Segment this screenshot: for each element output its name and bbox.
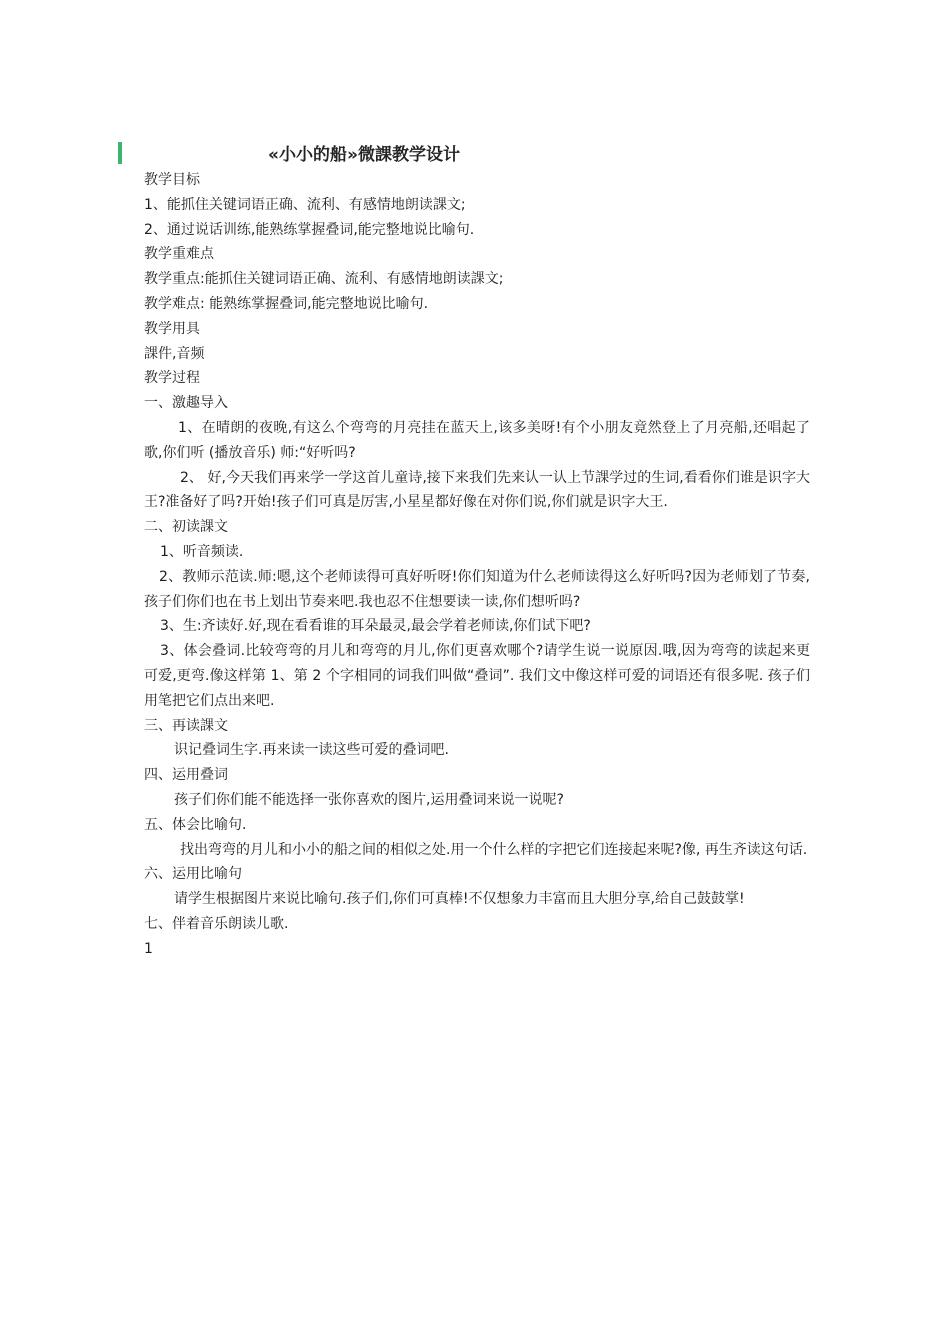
goal-item-2: 2、通过说话训练,能熟练掌握叠词,能完整地说比喻句. <box>144 221 475 238</box>
section-4-heading: 四、运用叠词 <box>144 767 228 784</box>
section-5-heading: 五、体会比喻句. <box>144 816 247 833</box>
section-2-item-2: 2、教师示范读.师:嗯,这个老师读得可真好听呀!你们知道为什么老师读得这么好听吗?因为老师划了节奏,孩子们你们也在书上划出节奏来吧.我也忍不住想要读一读,你们想听吗? <box>144 568 810 610</box>
heading-teaching-process: 教学过程 <box>144 370 200 387</box>
section-3-paragraph: 识记叠词生字.再来读一读这些可爱的叠词吧. <box>174 742 449 759</box>
section-3-heading: 三、再读課文 <box>144 717 228 734</box>
difficult-point: 教学难点: 能熟练掌握叠词,能完整地说比喻句. <box>144 295 429 312</box>
section-1-paragraph-1: 1、在晴朗的夜晚,有这么个弯弯的月亮挂在蓝天上,该多美呀!有个小朋友竟然登上了月亮船,还唱起了歌,你们听 (播放音乐) 师:“好听吗? <box>144 419 810 461</box>
key-point: 教学重点:能抓住关键词语正确、流利、有感情地朗读課文; <box>144 271 504 288</box>
section-2-item-3: 3、生:齐读好.好,现在看看谁的耳朵最灵,最会学着老师读,你们试下吧? <box>160 618 591 635</box>
section-5-paragraph: 找出弯弯的月儿和小小的船之间的相似之处.用一个什么样的字把它们连接起来呢?像, 再生齐读这句话. <box>180 841 808 858</box>
teaching-tools: 課件,音频 <box>144 345 205 362</box>
section-1-heading: 一、激趣导入 <box>144 395 228 412</box>
page-number: 1 <box>144 940 153 957</box>
section-2-item-4: 3、体会叠词.比较弯弯的月儿和弯弯的月儿,你们更喜欢哪个?请学生说一说原因.哦,因为弯弯的读起来更可爱,更弯.像这样第 1、第 2 个字相同的词我们叫做“叠词”. 我们文中像这样可爱的词语还有很多呢. 孩子们用笔把它们点出来吧. <box>144 643 810 709</box>
section-6-heading: 六、运用比喻句 <box>144 866 242 883</box>
heading-key-difficult-points: 教学重难点 <box>144 246 214 263</box>
section-1-paragraph-2: 2、 好,今天我们再来学一学这首儿童诗,接下来我们先来认一认上节課学过的生词,看看你们谁是识字大王?准备好了吗?开始!孩子们可真是厉害,小星星都好像在对你们说,你们就是识字大王. <box>144 469 810 511</box>
heading-teaching-tools: 教学用具 <box>144 320 200 337</box>
goal-item-1: 1、能抓住关键词语正确、流利、有感情地朗读課文; <box>144 196 466 213</box>
section-2-item-1: 1、听音频读. <box>160 543 244 560</box>
section-4-paragraph: 孩子们你们能不能选择一张你喜欢的图片,运用叠词来说一说呢? <box>174 791 564 808</box>
heading-teaching-goals: 教学目标 <box>144 172 200 188</box>
section-6-paragraph: 请学生根据图片来说比喻句.孩子们,你们可真棒!不仅想象力丰富而且大胆分享,给自己鼓鼓掌! <box>174 891 745 908</box>
page-title: «小小的船»微課教学设计 <box>268 145 460 165</box>
section-7-heading: 七、伴着音乐朗读儿歌. <box>144 915 289 932</box>
section-2-heading: 二、初读課文 <box>144 519 228 536</box>
title-accent-bar <box>118 142 122 164</box>
document-body <box>144 168 810 962</box>
